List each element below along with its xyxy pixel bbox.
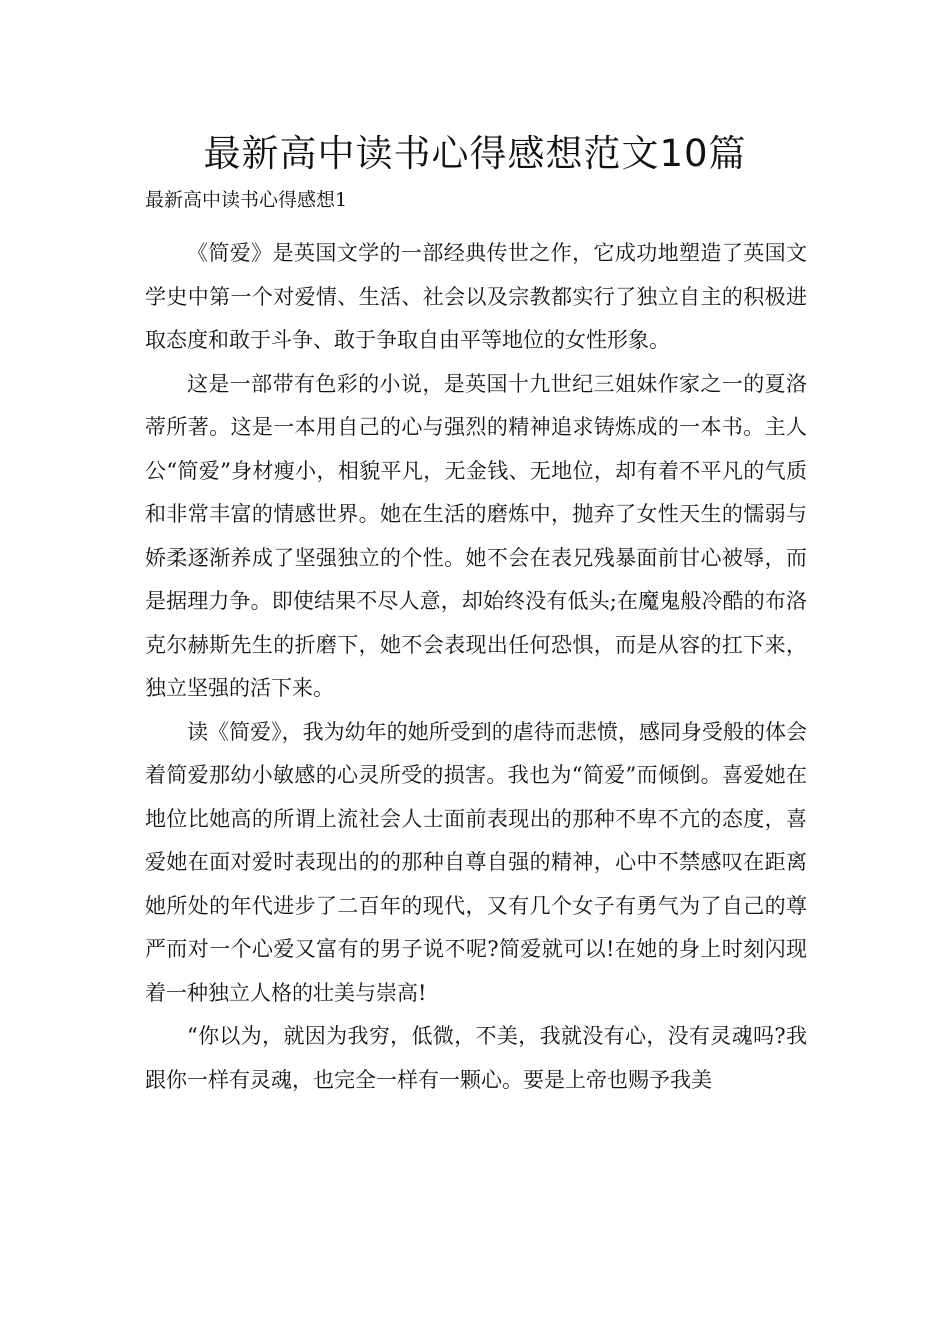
paragraph-4: “你以为，就因为我穷，低微，不美，我就没有心，没有灵魂吗?我跟你一样有灵魂，也完全一样有一颗心。要是上帝也赐予我美 bbox=[145, 1024, 807, 1092]
paragraph-1: 《简爱》是英国文学的一部经典传世之作，它成功地塑造了英国文学史中第一个对爱情、生活、社会以及宗教都实行了独立自主的积极进取态度和敢于斗争、敢于争取自由平等地位的女性形象。 bbox=[145, 241, 807, 352]
section-heading: 最新高中读书心得感想1 bbox=[145, 189, 348, 211]
paragraph-2: 这是一部带有色彩的小说，是英国十九世纪三姐妹作家之一的夏洛蒂所著。这是一本用自己的心与强烈的精神追求铸炼成的一本书。主人公“简爱”身材瘦小，相貌平凡，无金钱、无地位，却有着不平凡的气质和非常丰富的情感世界。她在生活的磨炼中，抛弃了女性天生的懦弱与娇柔逐渐养成了坚强独立的个性。她不会在表兄残暴面前甘心被辱，而是据理力争。即使结果不尽人意，却始终没有低头;在魔鬼般冷酷的布洛克尔赫斯先生的折磨下，她不会表现出任何恐惧，而是从容的扛下来，独立坚强的活下来。 bbox=[145, 371, 807, 700]
document-body bbox=[145, 232, 807, 1102]
paragraph-3: 读《简爱》，我为幼年的她所受到的虐待而悲愤，感同身受般的体会着简爱那幼小敏感的心灵所受的损害。我也为“简爱”而倾倒。喜爱她在地位比她高的所谓上流社会人士面前表现出的那种不卑不亢的态度，喜爱她在面对爱时表现出的的那种自尊自强的精神，心中不禁感叹在距离她所处的年代进步了二百年的现代，又有几个女子有勇气为了自己的尊严而对一个心爱又富有的男子说不呢?简爱就可以!在她的身上时刻闪现着一种独立人格的壮美与崇高! bbox=[145, 719, 807, 1005]
document-title: 最新高中读书心得感想范文10篇 bbox=[203, 132, 747, 175]
